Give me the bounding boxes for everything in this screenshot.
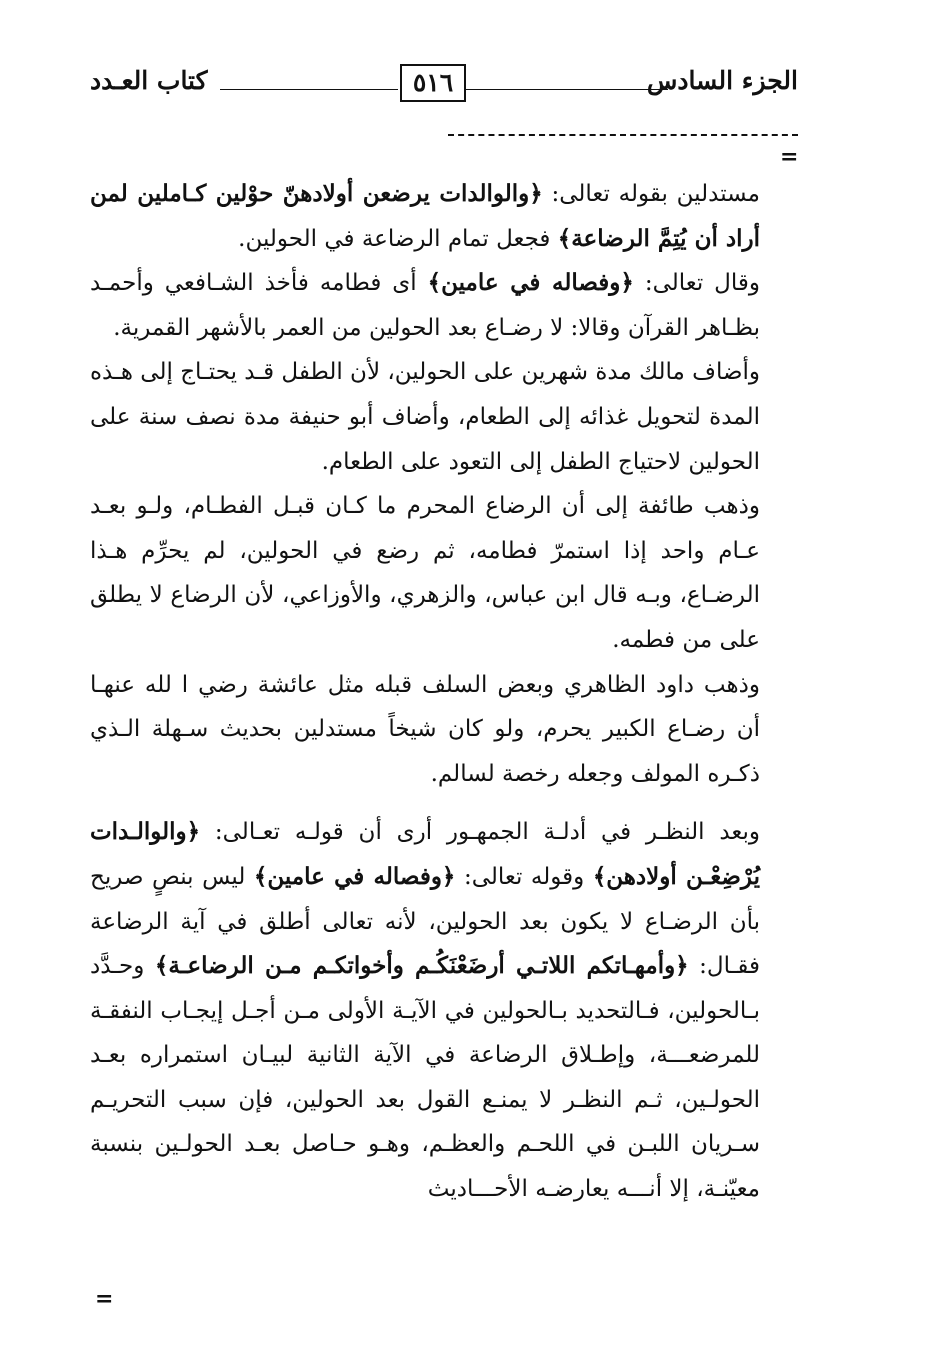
header-rule-left [220,89,398,90]
page-header [90,58,798,106]
text-run: وقال تعالى: [633,270,761,297]
continuation-mark-top: = [780,144,799,170]
quran-quote: ﴿وأمهـاتكم اللاتـي أرضَعْنَكُـم وأخواتكـم مـن الرضاعـة﴾ [154,952,689,980]
paragraph [90,484,760,662]
text-run: وحـدَّد بـالحولين، فـالتحديد بـالحولين في الآيـة الأولى مـن أجـل إيجـاب النفقـة للمرضعـــة، وإطـلاق الرضاعة في الآية الثانية لبيـان استمراره بعـد الحولـين، ثـم النظـر لا يمنـع القول بعد الحولين، فإن سبب التحريـم سـريان اللبـن في اللحـم والعظـم، وهـو حـاصل بعـد الحولـين بنسبة معيّنـة، إلا أنـــه يعارضـه الأحـــاديث [90,953,760,1203]
text-run: وذهب طائفة إلى أن الرضاع المحرم ما كـان قبـل الفطـام، ولـو بعـد عـام واحد إذا استمرّ فطامه، ثم رضع في الحولين، لم يحرِّم هـذا الرضـاع، وبـه قال ابن عباس، والزهري، والأوزاعي، لأن الرضاع لا يطلق على من فطمه. [90,493,760,653]
text-run: أى فطامه فأخذ الشـافعي وأحمـد بظـاهر القرآن وقالا: لا رضـاع بعد الحولين من العمر بالأشهر القمرية. [90,270,760,341]
quran-quote: ﴿والوالـدات يُرْضِعْـن أولادهن﴾ [90,818,760,890]
paragraph [90,810,760,1211]
text-run: وبعد النظـر في أدلـة الجمهـور أرى أن قولـه تعـالى: [200,819,760,846]
page-number: ٥١٦ [400,64,466,102]
quran-quote: ﴿والوالدات يرضعن أولادهنّ حوْلين كـاملين لمن أراد أن يُتِمَّ الرضاعة﴾ [90,180,760,252]
paragraph [90,261,760,350]
text-run: وأضاف مالك مدة شهرين على الحولين، لأن الطفل قـد يحتـاج إلى هـذه المدة لتحويل غذائه إلى الطعام، وأضاف أبو حنيفة مدة نصف سنة على الحولين لاحتياج الطفل إلى التعود على الطعام. [90,359,760,475]
text-run: ليس بنصٍ صريح بأن الرضـاع لا يكون بعد الحولين، لأنه تعالى أطلق في آية الرضاعة فقـال: [90,863,760,980]
text-run: فجعل تمام الرضاعة في الحولين. [238,225,558,252]
text-run: وقوله تعالى: [455,863,593,890]
paragraph [90,172,760,261]
quran-quote: ﴿وفصاله في عامين﴾ [253,862,456,890]
header-rule-right [466,89,668,90]
text-run: مستدلين بقوله تعالى: [542,181,760,207]
paragraph [90,663,760,797]
text-run: وذهب داود الظاهري وبعض السلف قبله مثل عائشة رضي ا لله عنهـا أن رضـاع الكبير يحرم، ولو كان شيخاً مستدلين بحديث سـهلة الـذي ذكـره المولف وجعله رخصة لسالم. [90,671,760,787]
body-text [90,172,760,1212]
paragraph [90,350,760,484]
footnote-separator [448,134,798,136]
continuation-mark-bottom: = [95,1286,114,1312]
quran-quote: ﴿وفصاله في عامين﴾ [427,269,634,297]
running-head-book: كتاب العـدد [90,66,208,95]
running-head-volume: الجزء السادس [646,66,798,95]
